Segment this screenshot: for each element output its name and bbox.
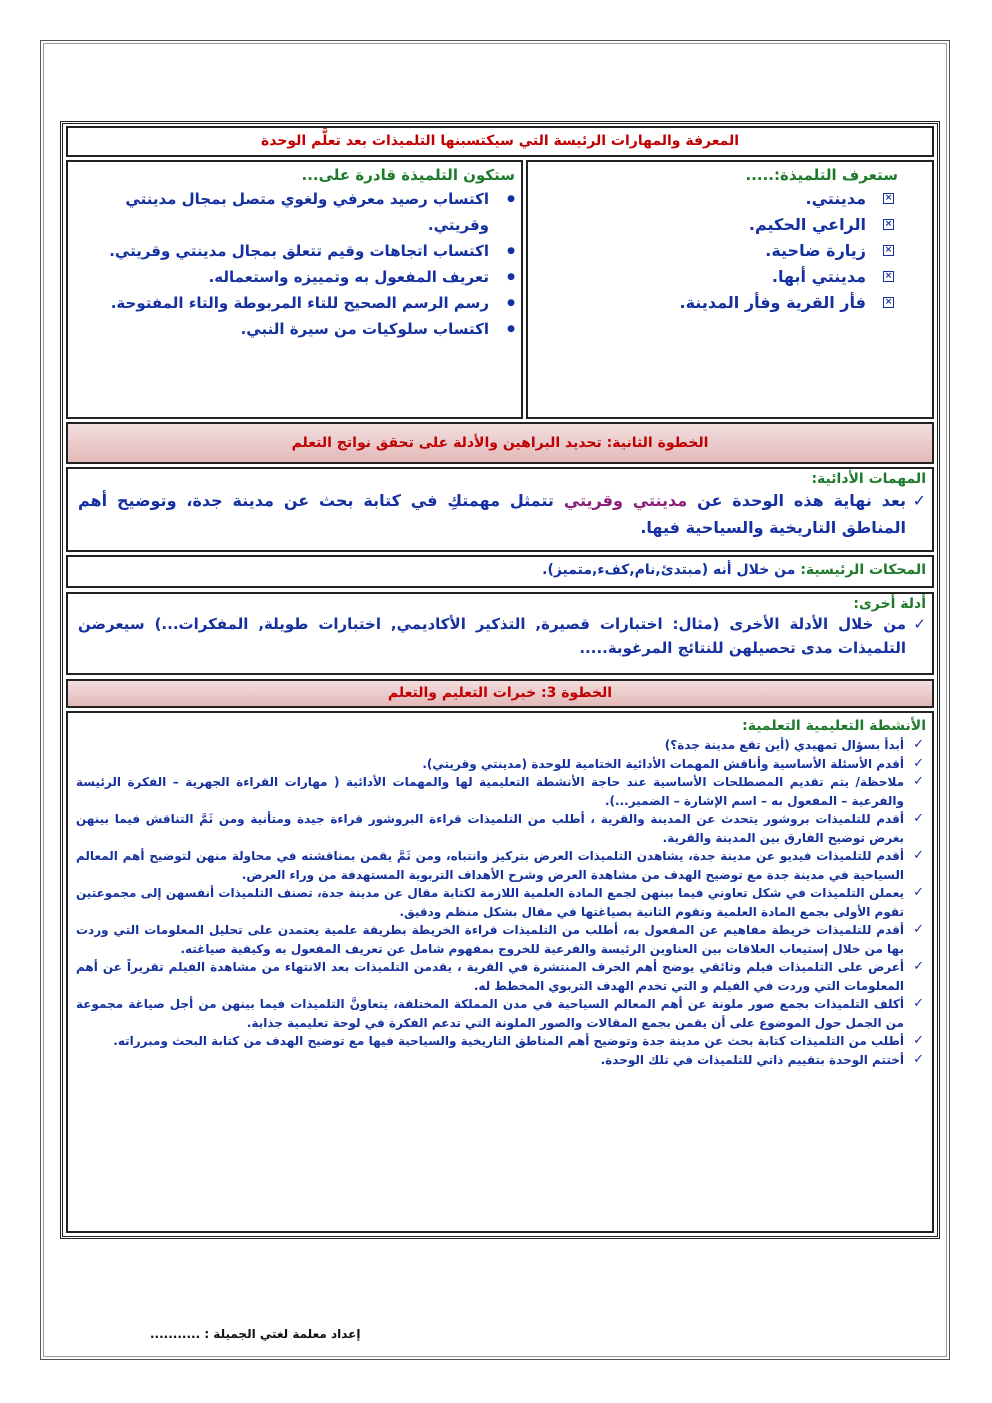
check-icon: ✓ bbox=[913, 959, 924, 974]
page-title: المعرفة والمهارات الرئيسة التي سيكتسبنها التلميذات بعد تعلَّم الوحدة bbox=[260, 133, 740, 149]
check-icon: ✓ bbox=[912, 491, 926, 510]
list-item: ● اكتساب اتجاهات وقيم تتعلق بمجال مدينتي وقريتي. bbox=[78, 238, 515, 264]
list-item: ✓ أطلب من التلميذات كتابة بحث عن مدينة جدة وتوضيح أهم المناطق التاريخية والسياحية فيها مع توضيح الهدف من كتابة البحث ومبرراته. bbox=[76, 1032, 926, 1051]
list-item: ● تعريف المفعول به وتمييزه واستعماله. bbox=[78, 264, 515, 290]
knowledge-list bbox=[536, 186, 898, 316]
tasks-box bbox=[66, 467, 934, 552]
skills-list bbox=[78, 186, 515, 342]
check-icon: ✓ bbox=[913, 996, 924, 1011]
check-icon: ✓ bbox=[913, 885, 924, 900]
activities-label: الأنشطة التعليمية التعلمية: bbox=[742, 718, 926, 734]
check-icon: ✓ bbox=[913, 774, 924, 789]
check-icon: ✓ bbox=[913, 922, 924, 937]
list-item: × زيارة ضاحية. bbox=[765, 241, 893, 260]
list-item: ✓ أقدم للتلميذات خريطة مفاهيم عن المفعول به، أطلب من التلميذات قراءة الخريطة بطريقة علمية يعتمدن على تحليل المعلومات التي وردت بها من خلال إستيعاب العلاقات بين العناوين الرئيسة والفرعية للخروج بمفهوم شامل عن تعريف المفعول به وكيفية صياغته. bbox=[76, 922, 924, 956]
skills-box bbox=[66, 160, 523, 419]
list-item: × الراعي الحكيم. bbox=[748, 215, 893, 234]
checkbox-x-icon: × bbox=[884, 271, 893, 281]
criteria-text: من خلال أنه (مبتدئ,نام,كفء,متميز). bbox=[542, 562, 801, 578]
checkbox-x-icon: × bbox=[884, 245, 893, 255]
evidence-box bbox=[66, 592, 934, 675]
unit-name: مدينتي وقريتي bbox=[563, 491, 688, 510]
list-item: × مدينتي. bbox=[805, 189, 893, 208]
checkbox-x-icon: × bbox=[884, 297, 893, 307]
list-item: ✓ أقدم للتلميذات فيديو عن مدينة جدة، يشاهدن التلميذات العرض بتركيز وانتباه، ومن ثَمَّ يقمن بمناقشته في محاولة منهن لتوضيح أهم المعالم السياحية في مدينة جدة مع توضيح الهدف من مشاهدة العرض وشرح الأهداف التربوية المستهدفة من وراء العرض. bbox=[76, 848, 924, 882]
check-icon: ✓ bbox=[913, 615, 926, 633]
knowledge-title: ستعرف التلميذة:..... bbox=[745, 166, 898, 184]
criteria-box bbox=[66, 555, 934, 588]
list-item: ✓ أقدم الأسئلة الأساسية وأناقش المهمات الأدائية الختامية للوحدة (مدينتي وقريتي). bbox=[76, 755, 926, 774]
list-item: × مدينتي أبها. bbox=[771, 267, 893, 286]
list-item: ● اكتساب رصيد معرفي ولغوي متصل بمجال مدينتي وقريتي. bbox=[78, 186, 515, 238]
list-item: ● اكتساب سلوكيات من سيرة النبي. bbox=[78, 316, 515, 342]
list-item: ✓ أعرض على التلميذات فيلم وثائقي يوضح أهم الحرف المنتشرة في القرية ، يقدمن التلميذات بعد الانتهاء من مشاهدة الفيلم تقريراً عن أهم المعلومات التي وردت في الفيلم و التي تخدم الهدف التربوي المخطط له. bbox=[76, 959, 924, 993]
activities-list bbox=[76, 736, 926, 1069]
check-icon: ✓ bbox=[913, 848, 924, 863]
check-icon: ✓ bbox=[913, 1033, 924, 1048]
checkbox-x-icon: × bbox=[884, 193, 893, 203]
list-item: × فأر القرية وفأر المدينة. bbox=[679, 293, 893, 312]
list-item: ✓ أختتم الوحدة بتقييم ذاتي للتلميذات في تلك الوحدة. bbox=[76, 1051, 926, 1070]
criteria-label: المحكات الرئيسية: bbox=[800, 562, 926, 578]
skills-title: ستكون التلميذة قادرة على... bbox=[301, 166, 515, 184]
list-item: ✓ أكلف التلميذات بجمع صور ملونة عن أهم المعالم السياحية في مدن المملكة المختلفة، يتعاونَّ التلميذات فيما بينهن من أجل صياغة مجموعة من الجمل حول الموضوع على أن يقمن بجمع المقالات والصور الملونة التي تدعم الفكرة في لوحة تعليمية جذابة. bbox=[76, 996, 924, 1030]
list-item: ✓ يعملن التلميذات في شكل تعاوني فيما بينهن لجمع المادة العلمية اللازمة لكتابة مقال عن مدينة جدة، تصنف التلميذات أنفسهن إلى مجموعتين تقوم الأولى بجمع المادة العلمية وتقوم الثانية بصياغتها في مقال بشكل منظم ودقيق. bbox=[76, 885, 924, 919]
check-icon: ✓ bbox=[913, 1051, 924, 1067]
activities-box bbox=[66, 711, 934, 1233]
evidence-text: ✓ من خلال الأدلة الأخرى (مثال: اختبارات قصيرة, التذكير الأكاديمي, اختبارات طويلة, المفكرات...) سيعرضن التلميذات مدى تحصيلهن للنتائج المرغوبة..... bbox=[78, 612, 926, 660]
step2-title: الخطوة الثانية: تحديد البراهين والأدلة على تحقق نواتج التعلم bbox=[291, 435, 709, 451]
knowledge-box bbox=[526, 160, 934, 419]
checkbox-x-icon: × bbox=[884, 219, 893, 229]
tasks-text: ✓ بعد نهاية هذه الوحدة عن مدينتي وقريتي تتمثل مهمتكِ في كتابة بحث عن مدينة جدة، وتوضيح أهم المناطق التاريخية والسياحية فيها. bbox=[78, 487, 926, 541]
prepared-by: إعداد معلمة لغتي الجميلة : ........... bbox=[150, 1327, 361, 1341]
tasks-label: المهمات الأدائية: bbox=[811, 471, 926, 487]
list-item: ✓ أقدم للتلميذات بروشور يتحدث عن المدينة والقرية ، أطلب من التلميذات قراءة البروشور قراءة جيدة ومتأنية ومن ثَمَّ التناقش فيما بينهن بغرض توضيح الفارق بين المدينة والقرية. bbox=[76, 811, 924, 845]
step3-header bbox=[66, 679, 934, 708]
evidence-label: أدلة أخرى: bbox=[853, 596, 926, 612]
list-item: ✓ ملاحظة/ يتم تقديم المصطلحات الأساسية عند حاجة الأنشطة التعليمية لها والمهمات الأدائية ( مهارات القراءة الجهرية – الفكرة الرئيسة والفرعية – المفعول به – اسم الإشارة – الضمير...). bbox=[76, 774, 924, 808]
step3-title: الخطوة 3: خبرات التعليم والتعلم bbox=[387, 685, 613, 701]
check-icon: ✓ bbox=[913, 737, 924, 752]
list-item: ✓ أبدأ بسؤال تمهيدي (أين تقع مدينة جدة؟) bbox=[76, 736, 926, 755]
section-header bbox=[66, 126, 934, 157]
list-item: ● رسم الرسم الصحيح للتاء المربوطة والتاء المفتوحة. bbox=[78, 290, 515, 316]
check-icon: ✓ bbox=[913, 811, 924, 826]
check-icon: ✓ bbox=[913, 755, 924, 771]
step2-header bbox=[66, 422, 934, 464]
